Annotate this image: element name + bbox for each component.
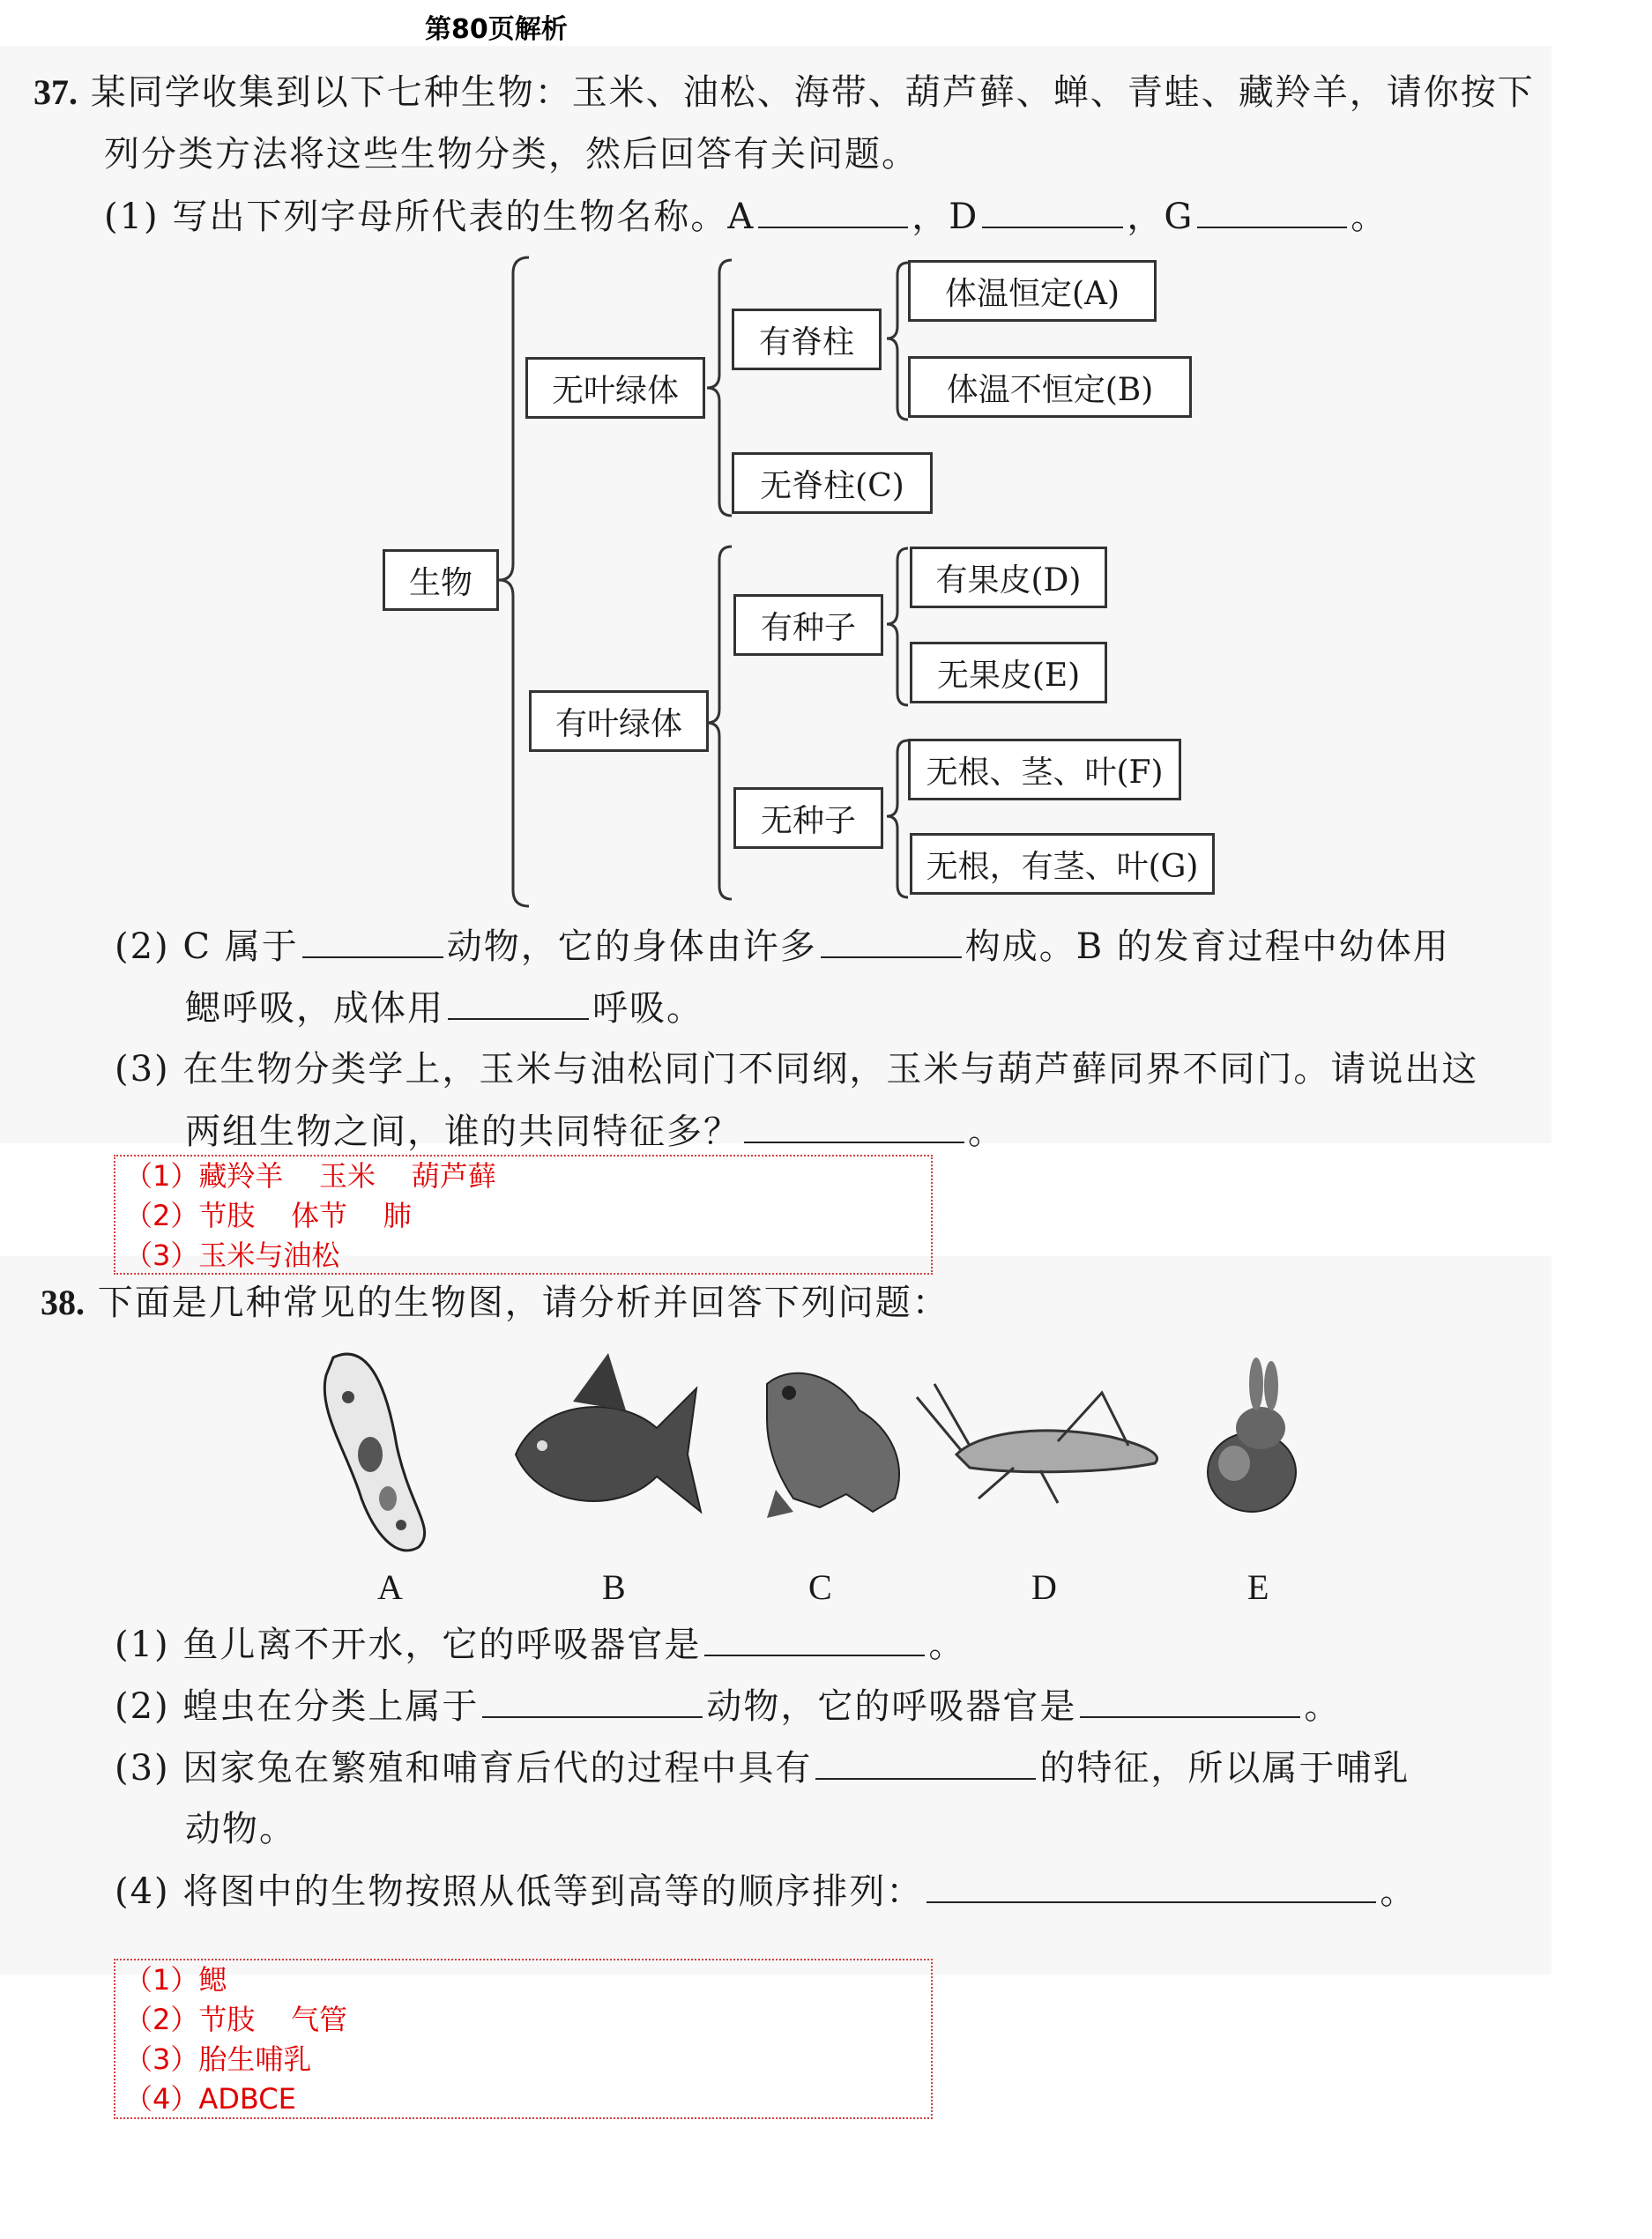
- q37-p1-prefix: (1) 写出下列字母所代表的生物名称。A: [104, 197, 755, 237]
- figure-label-c: C: [808, 1567, 832, 1607]
- q38-p3-a: (3) 因家兔在繁殖和哺育后代的过程中具有: [115, 1748, 813, 1789]
- q38-answer-3: （3）胎生哺乳: [124, 2042, 312, 2076]
- figure-label-e: E: [1247, 1567, 1269, 1607]
- tree-leaf-f-box: 无根、茎、叶(F): [908, 739, 1181, 800]
- q37-p2-a: (2) C 属于: [115, 926, 299, 967]
- q38-p2-a: (2) 蝗虫在分类上属于: [115, 1686, 480, 1727]
- q37-answer-2: （2）节肢 体节 肺: [124, 1199, 412, 1232]
- q37-p1-g: ，G: [1127, 197, 1194, 237]
- q37-number: 37.: [33, 72, 78, 112]
- q38-part1: [115, 1626, 965, 1663]
- q37-p1-d: ，D: [912, 197, 979, 237]
- blank-fish-organ[interactable]: [704, 1626, 925, 1656]
- q37-stem-text: 某同学收集到以下七种生物：玉米、油松、海带、葫芦藓、蝉、青蛙、藏羚羊，请你按下: [90, 72, 1535, 113]
- q37-answer-1: （1）藏羚羊 玉米 葫芦藓: [124, 1159, 496, 1193]
- tree-leaf-g-box: 无根，有茎、叶(G): [910, 833, 1215, 895]
- tree-leaf-e-box: 无果皮(E): [910, 642, 1107, 703]
- q38-answer-4: （4）ADBCE: [124, 2082, 296, 2116]
- figure-label-a: A: [377, 1567, 403, 1607]
- q37-p2-e: 呼吸。: [592, 988, 703, 1029]
- q38-number: 38.: [41, 1283, 85, 1322]
- tree-leaf-a-box: 体温恒定(A): [908, 260, 1157, 322]
- frog-illustration: [767, 1373, 899, 1518]
- tree-leaf-d-box: 有果皮(D): [910, 547, 1107, 608]
- q38-part4: [115, 1871, 1418, 1912]
- q37-p2-c: 构成。B 的发育过程中幼体用: [964, 926, 1450, 967]
- tree-vertebrate-box: 有脊柱: [732, 309, 882, 370]
- q37-p2-b: 动物，它的身体由许多: [446, 926, 817, 967]
- q38-answer-box: [114, 1959, 933, 2119]
- figure-label-d: D: [1031, 1567, 1057, 1607]
- q38-part3-line1: [115, 1748, 1410, 1789]
- tree-noseed-box: 无种子: [733, 787, 883, 849]
- q38-p2-b: 动物，它的呼吸器官是: [706, 1686, 1077, 1727]
- blank-order[interactable]: [926, 1873, 1376, 1903]
- q38-part2: [115, 1686, 1342, 1727]
- q38-p3-b: 的特征，所以属于哺乳: [1039, 1748, 1410, 1789]
- grasshopper-illustration: [917, 1384, 1157, 1503]
- q38-answer-1: （1）鳃: [124, 1963, 227, 1997]
- q38-p2-end: 。: [1304, 1686, 1342, 1727]
- fish-illustration: [516, 1353, 701, 1512]
- blank-locust-phylum[interactable]: [482, 1688, 703, 1718]
- q37-p3-text: 两组生物之间，谁的共同特征多？: [185, 1112, 740, 1152]
- page-title: 第80页解析: [425, 14, 568, 45]
- q37-part3-line1: (3) 在生物分类学上，玉米与油松同门不同纲，玉米与葫芦藓同界不同门。请说出这: [115, 1049, 1479, 1090]
- q37-answer-3: （3）玉米与油松: [124, 1239, 340, 1272]
- q37-stem-line2: 列分类方法将这些生物分类，然后回答有关问题。: [104, 134, 919, 175]
- paramecium-illustration: [324, 1354, 424, 1551]
- q38-p1-end: 。: [928, 1625, 966, 1665]
- q38-p4-end: 。: [1380, 1871, 1418, 1912]
- rabbit-illustration: [1208, 1358, 1296, 1512]
- q37-p3-end: 。: [968, 1112, 1005, 1152]
- q38-part3-line2: 动物。: [185, 1809, 296, 1849]
- q38-p4-text: (4) 将图中的生物按照从低等到高等的顺序排列：: [115, 1871, 924, 1912]
- blank-locust-organ[interactable]: [1080, 1688, 1300, 1718]
- tree-invertebrate-box: 无脊柱(C): [732, 452, 933, 514]
- tree-chlorophyll-box: 有叶绿体: [529, 690, 709, 752]
- tree-leaf-b-box: 体温不恒定(B): [908, 356, 1192, 418]
- tree-no-chlorophyll-box: 无叶绿体: [525, 357, 705, 419]
- tree-seed-box: 有种子: [733, 594, 883, 656]
- figure-label-b: B: [602, 1567, 626, 1607]
- blank-rabbit-feature[interactable]: [815, 1750, 1036, 1780]
- tree-root-box: 生物: [383, 549, 499, 611]
- q38-p1-text: (1) 鱼儿离不开水，它的呼吸器官是: [115, 1625, 702, 1665]
- q37-p2-d: 鳃呼吸，成体用: [185, 988, 444, 1029]
- q38-answer-2: （2）节肢 气管: [124, 2003, 348, 2036]
- q38-stem-text: 下面是几种常见的生物图，请分析并回答下列问题：: [97, 1283, 949, 1323]
- q37-p1-end: 。: [1351, 197, 1388, 237]
